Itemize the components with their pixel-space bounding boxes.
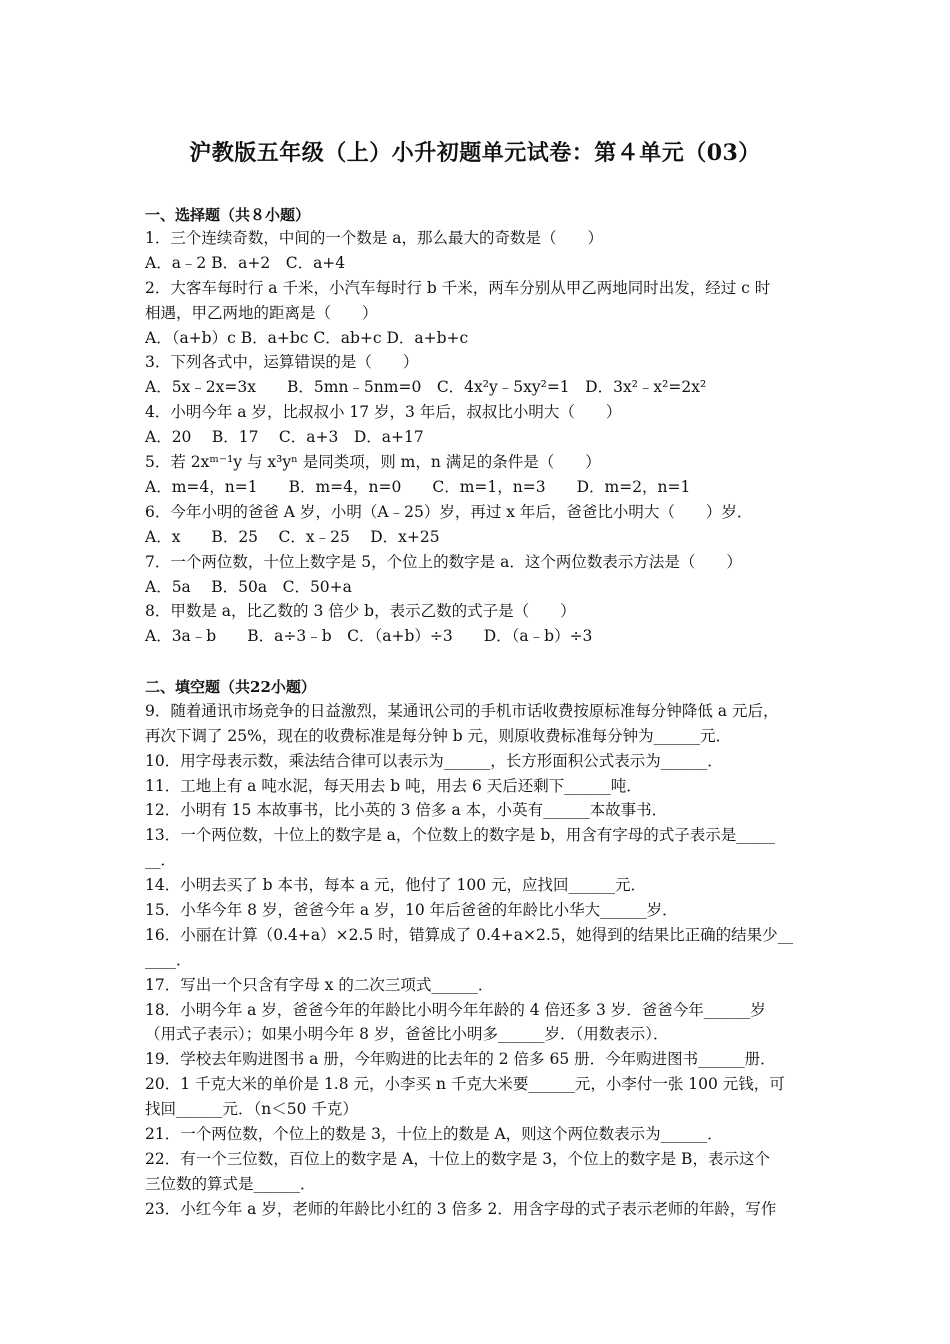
- question-line: A．5a B．50a C．50+a: [145, 578, 352, 596]
- question-line: 22．有一个三位数，百位上的数字是 A，十位上的数字是 3，个位上的数字是 B，表示这个: [145, 1150, 770, 1168]
- section-heading-fill: 二、填空题（共22小题）: [145, 678, 316, 696]
- question-line: 9．随着通讯市场竞争的日益激烈，某通讯公司的手机市话收费按原标准每分钟降低 a 元后，: [145, 702, 779, 720]
- question-line: 4．小明今年 a 岁，比叔叔小 17 岁，3 年后，叔叔比小明大（ ）: [145, 403, 622, 421]
- question-line: 1．三个连续奇数，中间的一个数是 a，那么最大的奇数是（ ）: [145, 229, 604, 247]
- question-line: 16．小丽在计算（0.4+a）×2.5 时，错算成了 0.4+a×2.5，她得到的结果比正确的结果少__: [145, 926, 794, 944]
- question-line: __．: [145, 851, 177, 869]
- question-line: 相遇，甲乙两地的距离是（ ）: [145, 304, 378, 322]
- question-line: 14．小明去买了 b 本书，每本 a 元，他付了 100 元，应找回______元．: [145, 876, 647, 894]
- question-line: A．（a+b）c B．a+bc C．ab+c D．a+b+c: [145, 329, 469, 347]
- question-line: ____．: [145, 951, 192, 969]
- question-line: A．5x﹣2x=3x B．5mn﹣5nm=0 C．4x²y﹣5xy²=1 D．3x²﹣x²=2x²: [145, 378, 707, 396]
- question-line: 19．学校去年购进图书 a 册，今年购进的比去年的 2 倍多 65 册．今年购进图书______册．: [145, 1050, 776, 1068]
- question-line: A．x B．25 C．x﹣25 D．x+25: [145, 528, 440, 546]
- question-line: 再次下调了 25%，现在的收费标准是每分钟 b 元，则原收费标准每分钟为______元．: [145, 727, 732, 745]
- question-line: 21．一个两位数，个位上的数是 3，十位上的数是 A，则这个两位数表示为______．: [145, 1125, 723, 1143]
- question-line: （用式子表示）；如果小明今年 8 岁，爸爸比小明多______岁．（用数表示）．: [145, 1025, 669, 1043]
- question-line: 8．甲数是 a，比乙数的 3 倍少 b，表示乙数的式子是（ ）: [145, 602, 576, 620]
- question-line: A．m=4，n=1 B．m=4，n=0 C．m=1，n=3 D．m=2，n=1: [145, 478, 691, 496]
- question-line: 20．1 千克大米的单价是 1.8 元，小李买 n 千克大米要______元，小李付一张 100 元钱，可: [145, 1075, 785, 1093]
- question-line: 6．今年小明的爸爸 A 岁，小明（A﹣25）岁，再过 x 年后，爸爸比小明大（ ）岁．: [145, 503, 753, 521]
- section-heading-choice: 一、选择题（共８小题）: [145, 206, 311, 224]
- question-line: 2．大客车每时行 a 千米，小汽车每时行 b 千米，两车分别从甲乙两地同时出发，经过 c 时: [145, 279, 771, 297]
- question-line: A．3a﹣b B．a÷3﹣b C．（a+b）÷3 D．（a﹣b）÷3: [145, 627, 593, 645]
- question-line: 13．一个两位数，十位上的数字是 a，个位数上的数字是 b，用含有字母的式子表示是_____: [145, 826, 775, 844]
- question-line: 5．若 2xᵐ⁻¹y 与 x³yⁿ 是同类项，则 m，n 满足的条件是（ ）: [145, 453, 601, 471]
- question-line: 18．小明今年 a 岁，爸爸今年的年龄比小明今年年龄的 4 倍还多 3 岁．爸爸今年______岁: [145, 1001, 766, 1019]
- question-line: 10．用字母表示数，乘法结合律可以表示为______，长方形面积公式表示为______．: [145, 752, 723, 770]
- question-line: 17．写出一个只含有字母 x 的二次三项式______．: [145, 976, 494, 994]
- page-title: 沪教版五年级（上）小升初题单元试卷：第４单元（03）: [189, 140, 761, 166]
- question-line: A．20 B．17 C．a+3 D．a+17: [145, 428, 424, 446]
- question-line: A．a﹣2 B．a+2 C．a+4: [145, 254, 346, 272]
- question-line: 找回______元．（n＜50 千克）: [145, 1100, 358, 1118]
- question-line: 7．一个两位数，十位上数字是 5，个位上的数字是 a．这个两位数表示方法是（ ）: [145, 553, 742, 571]
- question-line: 12．小明有 15 本故事书，比小英的 3 倍多 a 本，小英有______本故事书．: [145, 801, 668, 819]
- question-line: 3．下列各式中，运算错误的是（ ）: [145, 353, 419, 371]
- question-line: 15．小华今年 8 岁，爸爸今年 a 岁，10 年后爸爸的年龄比小华大______岁．: [145, 901, 678, 919]
- question-line: 11．工地上有 a 吨水泥，每天用去 b 吨，用去 6 天后还剩下______吨．: [145, 777, 642, 795]
- question-line: 23．小红今年 a 岁，老师的年龄比小红的 3 倍多 2．用含字母的式子表示老师的年龄，写作: [145, 1200, 777, 1218]
- question-line: 三位数的算式是______．: [145, 1175, 316, 1193]
